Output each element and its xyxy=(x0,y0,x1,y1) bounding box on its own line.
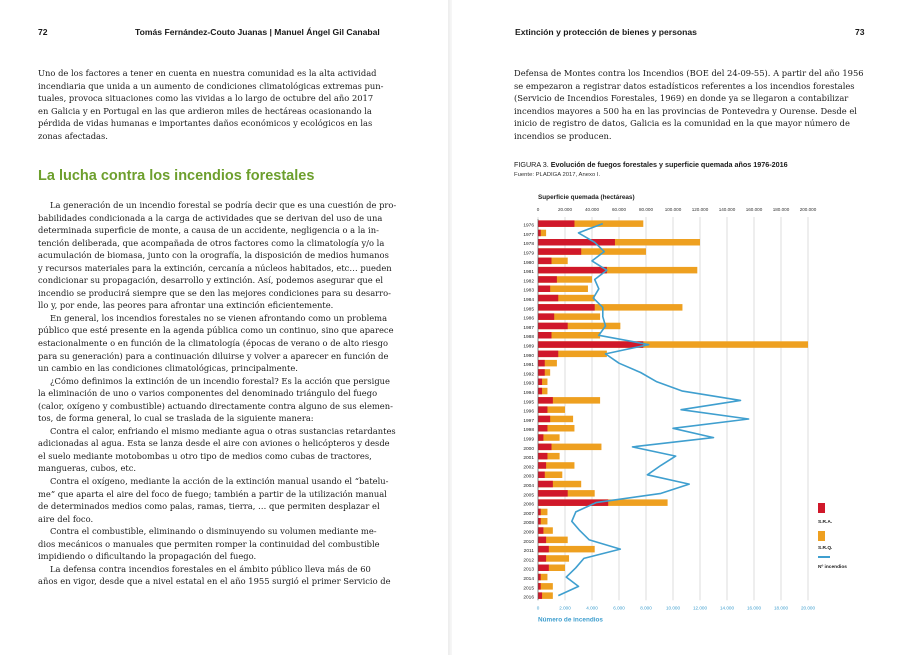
year-label: 2012 xyxy=(523,558,534,564)
bottom-tick-label: 0 xyxy=(536,605,540,611)
bottom-tick-label: 16.000 xyxy=(746,605,762,611)
year-label: 2003 xyxy=(523,474,534,480)
legend-label-srq: S.R.Q. xyxy=(818,546,833,551)
section-heading: La lucha contra los incendios forestales xyxy=(38,168,315,184)
figure-label: FIGURA 3. xyxy=(514,160,549,169)
running-head: Tomás Fernández-Couto Juanas | Manuel Ángel Gil Canabal xyxy=(135,27,380,37)
top-axis-label: Superficie quemada (hectáreas) xyxy=(538,194,635,201)
year-label: 1996 xyxy=(523,409,534,415)
year-label: 2004 xyxy=(523,484,534,489)
bar-sra xyxy=(538,527,543,534)
text-line: un cambio en las condiciones climatológicas, principalmente. xyxy=(38,363,298,374)
bar-sra xyxy=(538,444,552,451)
bar-sra xyxy=(538,406,547,413)
page-number: 73 xyxy=(855,27,865,37)
text-line: Contra el oxígeno, mediante la acción de la extinción manual usando el “batelu- xyxy=(50,476,389,487)
bar-sra xyxy=(538,295,558,302)
bar-sra xyxy=(538,397,553,404)
legend-label-fires: Nº incendios xyxy=(818,565,847,570)
bar-sra xyxy=(538,518,541,525)
year-label: 1997 xyxy=(523,418,534,424)
year-label: 1977 xyxy=(523,232,534,238)
bar-sra xyxy=(538,258,552,265)
bar-sra xyxy=(538,220,574,227)
text-line: público que esté presente en la agenda pública como un continuo, sino que aparece xyxy=(38,325,394,336)
year-label: 1993 xyxy=(523,381,534,387)
top-tick-label: 20.000 xyxy=(557,207,573,212)
top-tick-label: 200.000 xyxy=(799,207,817,212)
text-line: impidiendo o dificultando la propagación del fuego. xyxy=(38,551,257,562)
top-tick-label: 60.000 xyxy=(611,207,627,212)
bar-sra xyxy=(538,332,552,339)
text-line: tos, de forma general, lo cual se traslada de la siguiente manera: xyxy=(38,413,314,424)
text-line: adicionadas al agua. Esta se lanza desde el aire con aviones o helicópteros y desde xyxy=(38,438,390,449)
bar-sra xyxy=(538,239,615,246)
year-label: 2001 xyxy=(523,456,534,462)
bar-sra xyxy=(538,341,643,348)
bottom-tick-label: 8.000 xyxy=(640,605,652,611)
year-label: 1981 xyxy=(523,270,534,276)
text-line: Defensa de Montes contra los Incendios (BOE del 24-09-55). A partir del año 1956 xyxy=(514,68,864,78)
figure-title: Evolución de fuegos forestales y superficie quemada años 1976-2016 xyxy=(550,160,788,169)
bottom-tick-label: 6.000 xyxy=(613,605,625,611)
text-line: zonas afectadas. xyxy=(38,130,108,141)
text-line: tención deliberada, que acompañada de otros factores como la climatología y/o la xyxy=(38,237,385,248)
text-line: acumulación de biomasa, junto con la orografía, la disposición de medios humanos xyxy=(38,250,389,261)
text-line: determinada superficie de monte, a causa de un accidente, negligencia o a la in- xyxy=(38,225,379,236)
bar-sra xyxy=(538,360,545,367)
year-label: 2014 xyxy=(523,577,534,582)
year-label: 2016 xyxy=(523,595,534,601)
year-label: 1983 xyxy=(523,288,534,294)
bar-sra xyxy=(538,462,546,469)
text-line: estacionalmente o en función de la climatología (épocas de verano o de alto riesgo xyxy=(38,338,389,349)
text-line: Contra el calor, enfriando el mismo mediante agua o otras sustancias retardantes xyxy=(50,425,396,436)
year-label: 1976 xyxy=(523,223,534,229)
bar-sra xyxy=(538,369,545,376)
year-label: 2010 xyxy=(523,539,534,545)
year-label: 2005 xyxy=(523,493,534,499)
figure-caption xyxy=(514,160,788,169)
bar-sra xyxy=(538,490,568,497)
text-line: Contra el combustible, eliminando o disminuyendo su volumen mediante me- xyxy=(50,526,377,537)
year-label: 2011 xyxy=(523,549,534,555)
bar-sra xyxy=(538,574,541,581)
top-tick-label: 80.000 xyxy=(638,207,654,212)
bar-sra xyxy=(538,509,541,516)
year-label: 1985 xyxy=(523,307,534,313)
legend-label-sra: S.R.A. xyxy=(818,520,833,525)
text-line: mangueras, cubos, etc. xyxy=(38,463,137,474)
bar-sra xyxy=(538,286,550,293)
section-body xyxy=(38,199,410,588)
year-label: 1988 xyxy=(523,335,534,341)
bar-sra xyxy=(538,592,542,599)
year-label: 1987 xyxy=(523,325,534,331)
year-label: 2006 xyxy=(523,502,534,508)
text-line: babilidades condicionada a la carga de actividades que se derivan del uso de una xyxy=(38,212,383,223)
year-label: 2002 xyxy=(523,465,534,471)
bottom-tick-label: 4.000 xyxy=(586,605,598,611)
bar-sra xyxy=(538,565,549,572)
bottom-tick-label: 12.000 xyxy=(692,605,708,611)
bar-sra xyxy=(538,472,545,479)
bar-sra xyxy=(538,537,546,544)
bar-sra xyxy=(538,555,546,562)
year-label: 1979 xyxy=(523,251,534,257)
year-label: 2000 xyxy=(523,446,534,452)
year-label: 1990 xyxy=(523,353,534,359)
legend-swatch-sra xyxy=(818,503,825,513)
year-label: 1980 xyxy=(523,260,534,266)
text-line: dios mecánicos o manuales que permiten romper la continuidad del combustible xyxy=(38,538,380,549)
year-label: 1995 xyxy=(523,400,534,406)
figure-source: Fuente: PLADIGA 2017, Anexo I. xyxy=(514,172,601,178)
text-line: inicio de registro de datos, Galicia es la comunidad en la que mayor número de xyxy=(514,118,850,129)
year-label: 1991 xyxy=(523,363,534,369)
text-line: me” que aparta el aire del foco de fuego; también a partir de la utilización manual xyxy=(38,488,387,499)
text-line: se empezaron a registrar datos estadísticos referentes a los incendios forestales xyxy=(514,80,855,91)
text-line: incendiaria que unida a un aumento de condiciones climatológicas extremas pun- xyxy=(38,80,384,91)
year-label: 1999 xyxy=(523,437,534,443)
text-line: ¿Cómo definimos la extinción de un incendio forestal? Es la acción que persigue xyxy=(50,375,390,386)
year-label: 1984 xyxy=(523,298,534,303)
year-label: 1998 xyxy=(523,428,534,434)
text-line: llo y, por ende, las peores para afrontar una extinción eficientemente. xyxy=(38,300,334,311)
year-label: 2015 xyxy=(523,586,534,592)
intro-paragraph xyxy=(38,67,410,142)
running-head: Extinción y protección de bienes y personas xyxy=(515,27,697,37)
bottom-axis-label: Número de incendios xyxy=(538,616,603,624)
bottom-tick-label: 10.000 xyxy=(665,605,681,611)
bottom-tick-label: 20.000 xyxy=(800,605,816,611)
top-tick-label: 160.000 xyxy=(745,207,763,212)
bottom-tick-label: 14.000 xyxy=(719,605,735,611)
year-label: 1982 xyxy=(523,279,534,285)
text-line: incendio se producirá siempre que se den las mejores condiciones para su desarro- xyxy=(38,287,391,298)
bar-sra xyxy=(538,248,581,255)
year-label: 1994 xyxy=(523,391,534,396)
bar-sra xyxy=(538,379,542,386)
bar-sra xyxy=(538,425,547,432)
text-line: La generación de un incendio forestal se podría decir que es una cuestión de pro- xyxy=(50,200,397,210)
text-line: En general, los incendios forestales no se vienen afrontando como un problema xyxy=(50,312,388,323)
bottom-tick-label: 18.000 xyxy=(773,605,789,611)
year-label: 2013 xyxy=(523,567,534,573)
top-tick-label: 120.000 xyxy=(691,207,709,212)
bar-sra xyxy=(538,323,568,330)
top-tick-label: 40.000 xyxy=(584,207,600,212)
year-label: 2007 xyxy=(523,511,534,517)
intro-paragraph xyxy=(514,67,886,142)
text-line: condicionar su propagación, desarrollo y extinción. Así, podemos asegurar que el xyxy=(38,275,383,286)
bar-sra xyxy=(538,230,541,237)
top-tick-label: 180.000 xyxy=(772,207,790,212)
text-line: en Galicia y en Portugal en las que ardieron miles de hectáreas ocasionando la xyxy=(38,105,372,116)
top-tick-label: 0 xyxy=(536,207,540,212)
year-label: 1986 xyxy=(523,316,534,322)
text-line: de determinados medios como palas, ramas, tierra, … que permiten desplazar el xyxy=(38,501,380,512)
text-line: para su generación) para a continuación diluirse y volver a aparecer en función de xyxy=(38,350,389,361)
bar-sra xyxy=(538,304,595,311)
bar-sra xyxy=(538,416,550,423)
bar-sra xyxy=(538,583,541,590)
bar-sra xyxy=(538,434,543,441)
bar-sra xyxy=(538,351,558,358)
bar-sra xyxy=(538,267,607,274)
text-line: aire del foco. xyxy=(38,513,94,524)
text-line: La defensa contra incendios forestales en el ámbito público lleva más de 60 xyxy=(50,563,371,574)
text-line: incendios mayores a 500 ha en las provincias de Pontevedra y Ourense. Desde el xyxy=(514,105,857,116)
text-line: pérdida de vidas humanas e importantes daños económicos y ecológicos en las xyxy=(38,118,373,129)
bar-sra xyxy=(538,388,542,395)
text-line: el suelo mediante motobombas u otro tipo de medios como cubas de tractores, xyxy=(38,450,372,461)
left-page xyxy=(0,0,448,655)
bar-sra xyxy=(538,546,549,553)
bar-sra xyxy=(538,313,554,320)
text-line: años en vigor, desde que a nivel estatal en el año 1955 surgió el primer Servicio de xyxy=(38,576,391,587)
year-label: 1992 xyxy=(523,372,534,378)
top-tick-label: 140.000 xyxy=(718,207,736,212)
text-line: (calor, oxígeno y combustible) actuando directamente contra alguno de sus elemen- xyxy=(38,400,393,411)
year-label: 1989 xyxy=(523,344,534,350)
bottom-tick-label: 2.000 xyxy=(559,605,571,611)
text-line: la eliminación de uno o varios componentes del denominado triángulo del fuego xyxy=(38,388,378,399)
text-line: Uno de los factores a tener en cuenta en nuestra comunidad es la alta actividad xyxy=(38,68,377,78)
page-number: 72 xyxy=(38,27,48,37)
chart xyxy=(500,185,850,625)
bar-sra xyxy=(538,453,547,460)
top-tick-label: 100.000 xyxy=(664,207,682,212)
bar-sra xyxy=(538,481,553,488)
text-line: y recursos materiales para la extinción, cercanía a núcleos habitados, etc… pueden xyxy=(38,262,392,273)
text-line: tuales, provoca situaciones como las vividas a lo largo de octubre del año 2017 xyxy=(38,93,374,104)
legend-swatch-srq xyxy=(818,531,825,541)
year-label: 2008 xyxy=(523,521,534,527)
text-line: (Servicio de Incendios Forestales, 1969) en donde ya se llegaron a contabilizar xyxy=(514,93,849,104)
year-label: 1978 xyxy=(523,242,534,248)
year-label: 2009 xyxy=(523,530,534,536)
text-line: incendios se producen. xyxy=(514,130,612,141)
bar-sra xyxy=(538,276,557,283)
